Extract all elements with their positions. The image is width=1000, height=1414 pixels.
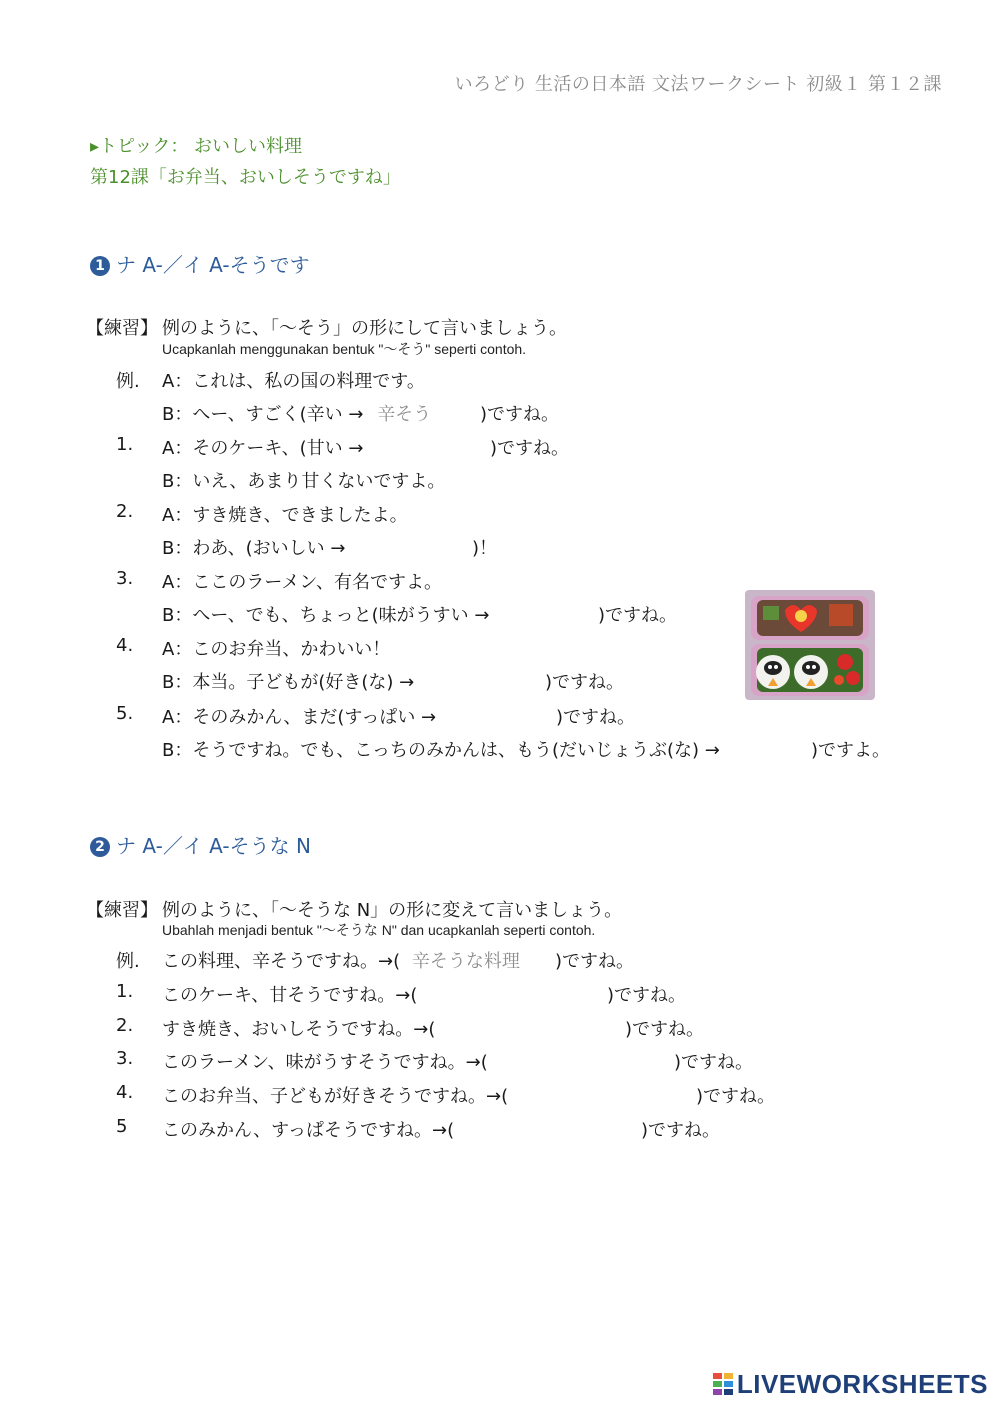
item-1-line-b: B：いえ、あまり甘くないですよ。	[162, 471, 446, 492]
item-4-number: 4.	[116, 635, 134, 656]
item-5-line-b: B：そうですね。でも、こっちのみかんは、もう(だいじょうぶ(な) →	[162, 740, 720, 761]
example-2-line: この料理、辛そうですね。→( 辛そうな料理	[162, 951, 520, 972]
item-4-line-b-end: )ですね。	[545, 672, 625, 693]
s2-item-4-number: 4.	[116, 1082, 134, 1103]
liveworksheets-logo-icon	[713, 1371, 733, 1393]
item-3-line-b-end: )ですね。	[598, 605, 678, 626]
section-2-heading	[90, 830, 311, 859]
item-5-line-a-end: )ですね。	[556, 707, 636, 728]
s2-item-3-number: 3.	[116, 1048, 134, 1069]
topic-line: ▸トピック： おいしい料理	[90, 136, 303, 157]
answer-blank[interactable]	[690, 732, 805, 758]
section-1-subtitle: Ucapkanlah menggunakan bentuk "～そう" seperti contoh.	[162, 341, 527, 357]
s2-item-4-line: このお弁当、子どもが好きそうですね。→(	[162, 1086, 509, 1107]
s2-item-5-number: 5	[116, 1116, 128, 1137]
s2-item-2-end: )ですね。	[625, 1019, 705, 1040]
item-3-line-a: A：ここのラーメン、有名ですよ。	[162, 572, 442, 593]
item-2-line-a: A：すき焼き、できましたよ。	[162, 505, 408, 526]
item-1-line-a-end: )ですね。	[490, 438, 570, 459]
section-2-subtitle: Ubahlah menjadi bentuk "～そうな N" dan ucapkanlah seperti contoh.	[162, 922, 596, 938]
item-4-line-b: B：本当。子どもが(好き(な) →	[162, 672, 415, 693]
liveworksheets-brand[interactable]	[713, 1369, 988, 1400]
section-1-number: 1	[90, 256, 110, 276]
example-answer: 辛そう	[377, 404, 432, 425]
answer-blank[interactable]	[350, 530, 465, 556]
answer-blank[interactable]	[465, 1044, 670, 1070]
item-3-line-b: B：へー、でも、ちょっと(味がうすい →	[162, 605, 490, 626]
answer-blank[interactable]	[475, 597, 595, 623]
s2-item-1-line: このケーキ、甘そうですね。→(	[162, 985, 418, 1006]
item-5-line-b-end: )ですよ。	[811, 740, 891, 761]
item-1-number: 1.	[116, 434, 134, 455]
example-2-label: 例.	[116, 951, 140, 972]
item-5-number: 5.	[116, 703, 134, 724]
s2-item-1-end: )ですね。	[607, 985, 687, 1006]
section-2-title: ナ A-／イ A-そうな N	[116, 834, 311, 858]
item-4-line-a: A：このお弁当、かわいい！	[162, 639, 391, 660]
example-line-b: B：へー、すごく(辛い → 辛そう	[162, 404, 432, 425]
example-line-b-end: )ですね。	[480, 404, 560, 425]
example-2-line-end: )ですね。	[555, 951, 635, 972]
item-1-line-a: A：そのケーキ、(甘い →	[162, 438, 364, 459]
answer-blank[interactable]	[432, 1112, 637, 1138]
section-1-tag: 【練習】	[86, 318, 158, 339]
s2-item-3-end: )ですね。	[674, 1052, 754, 1073]
s2-item-4-end: )ですね。	[696, 1086, 776, 1107]
answer-blank[interactable]	[420, 664, 540, 690]
section-1-title: ナ A-／イ A-そうです	[116, 253, 310, 277]
item-5-line-a: A：そのみかん、まだ(すっぱい →	[162, 707, 437, 728]
item-2-line-b: B：わあ、(おいしい →	[162, 538, 346, 559]
item-2-line-b-end: )！	[472, 538, 498, 559]
answer-blank[interactable]	[365, 430, 485, 456]
example-label: 例.	[116, 371, 140, 392]
answer-blank[interactable]	[432, 699, 552, 725]
answer-blank[interactable]	[486, 1078, 691, 1104]
item-3-number: 3.	[116, 568, 134, 589]
example-line-a: A：これは、私の国の料理です。	[162, 371, 425, 392]
section-2-number: 2	[90, 837, 110, 857]
section-2-tag: 【練習】	[86, 900, 158, 921]
s2-item-3-line: このラーメン、味がうすそうですね。→(	[162, 1052, 488, 1073]
liveworksheets-text: LIVEWORKSHEETS	[736, 1369, 988, 1399]
section-2-instruction: 例のように、「～そうな N」の形に変えて言いましょう。	[162, 900, 623, 921]
example-2-answer: 辛そうな料理	[411, 951, 520, 972]
section-1-instruction: 例のように、「～そう」の形にして言いましょう。	[162, 318, 567, 339]
section-1-heading	[90, 249, 310, 278]
bento-photo	[745, 590, 875, 700]
document-header: いろどり 生活の日本語 文法ワークシート 初級１ 第１２課	[454, 74, 942, 95]
s2-item-5-end: )ですね。	[641, 1120, 721, 1141]
item-2-number: 2.	[116, 501, 134, 522]
s2-item-2-number: 2.	[116, 1015, 134, 1036]
s2-item-5-line: このみかん、すっぱそうですね。→(	[162, 1120, 455, 1141]
s2-item-2-line: すき焼き、おいしそうですね。→(	[162, 1019, 436, 1040]
s2-item-1-number: 1.	[116, 981, 134, 1002]
answer-blank[interactable]	[398, 977, 603, 1003]
answer-blank[interactable]	[416, 1011, 621, 1037]
lesson-title: 第12課「お弁当、おいしそうですね」	[90, 167, 401, 188]
